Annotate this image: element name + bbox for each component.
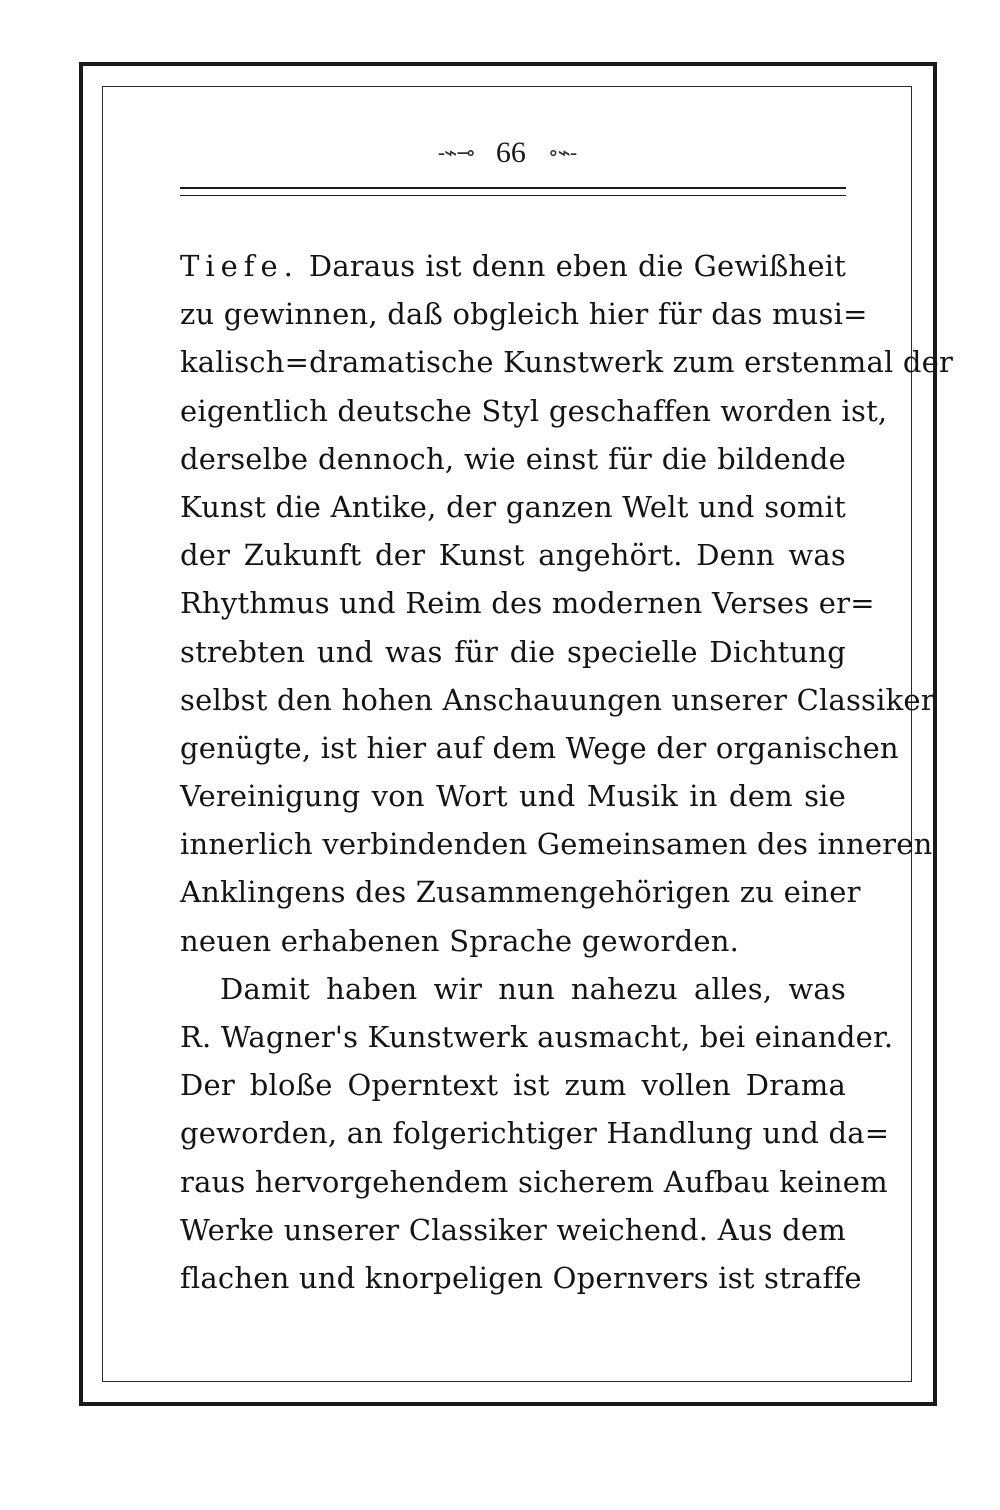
text-line: raus hervorgehendem sicherem Aufbau keinem [180,1164,888,1199]
text-line: flachen und knorpeligen Opernvers ist straffe [180,1260,862,1295]
page-number: 66 [495,136,526,169]
text-line: derselbe dennoch, wie einst für die bildende [180,441,846,476]
text-line: Rhythmus und Reim des modernen Verses er= [180,586,875,621]
right-flourish-icon: ∘⌁- [547,140,577,166]
header-rule-thick [180,187,846,189]
text-line: innerlich verbindenden Gemeinsamen des inneren [180,827,933,862]
text-line: zu gewinnen, daß obgleich hier für das musi= [180,297,868,332]
text-line: strebten und was für die specielle Dichtung [180,634,846,669]
text-line-indented: Damit haben wir nun nahezu alles, was [220,971,846,1006]
text-line: Kunst die Antike, der ganzen Welt und somit [180,489,846,524]
text-line: kalisch=dramatische Kunstwerk zum erstenmal der [180,345,954,380]
page-header [102,128,912,178]
spaced-word: Tiefe. [180,249,299,283]
text-line: selbst den hohen Anschauungen unserer Classiker [180,682,935,717]
text-line: genügte, ist hier auf dem Wege der organischen [180,730,899,765]
text-line-last: neuen erhabenen Sprache geworden. [180,923,740,958]
text-line [180,242,846,290]
text-line: R. Wagner's Kunstwerk ausmacht, bei einander. [180,1020,894,1054]
text-line: Der bloße Operntext ist zum vollen Drama [180,1068,846,1103]
text-line: der Zukunft der Kunst angehört. Denn was [180,538,846,573]
text-line: geworden, an folgerichtiger Handlung und da= [180,1116,890,1151]
text-line: Vereinigung von Wort und Musik in dem sie [180,779,846,814]
text-line: eigentlich deutsche Styl geschaffen worden ist, [180,393,888,428]
text-line: Anklingens des Zusammengehörigen zu einer [180,875,861,910]
text-line: Werke unserer Classiker weichend. Aus dem [180,1212,846,1247]
body-text [180,242,954,1302]
left-flourish-icon: -⌁⊸ [437,140,474,166]
text-line-rest: Daraus ist denn eben die Gewißheit [308,249,847,283]
header-rule-thin [180,195,846,196]
